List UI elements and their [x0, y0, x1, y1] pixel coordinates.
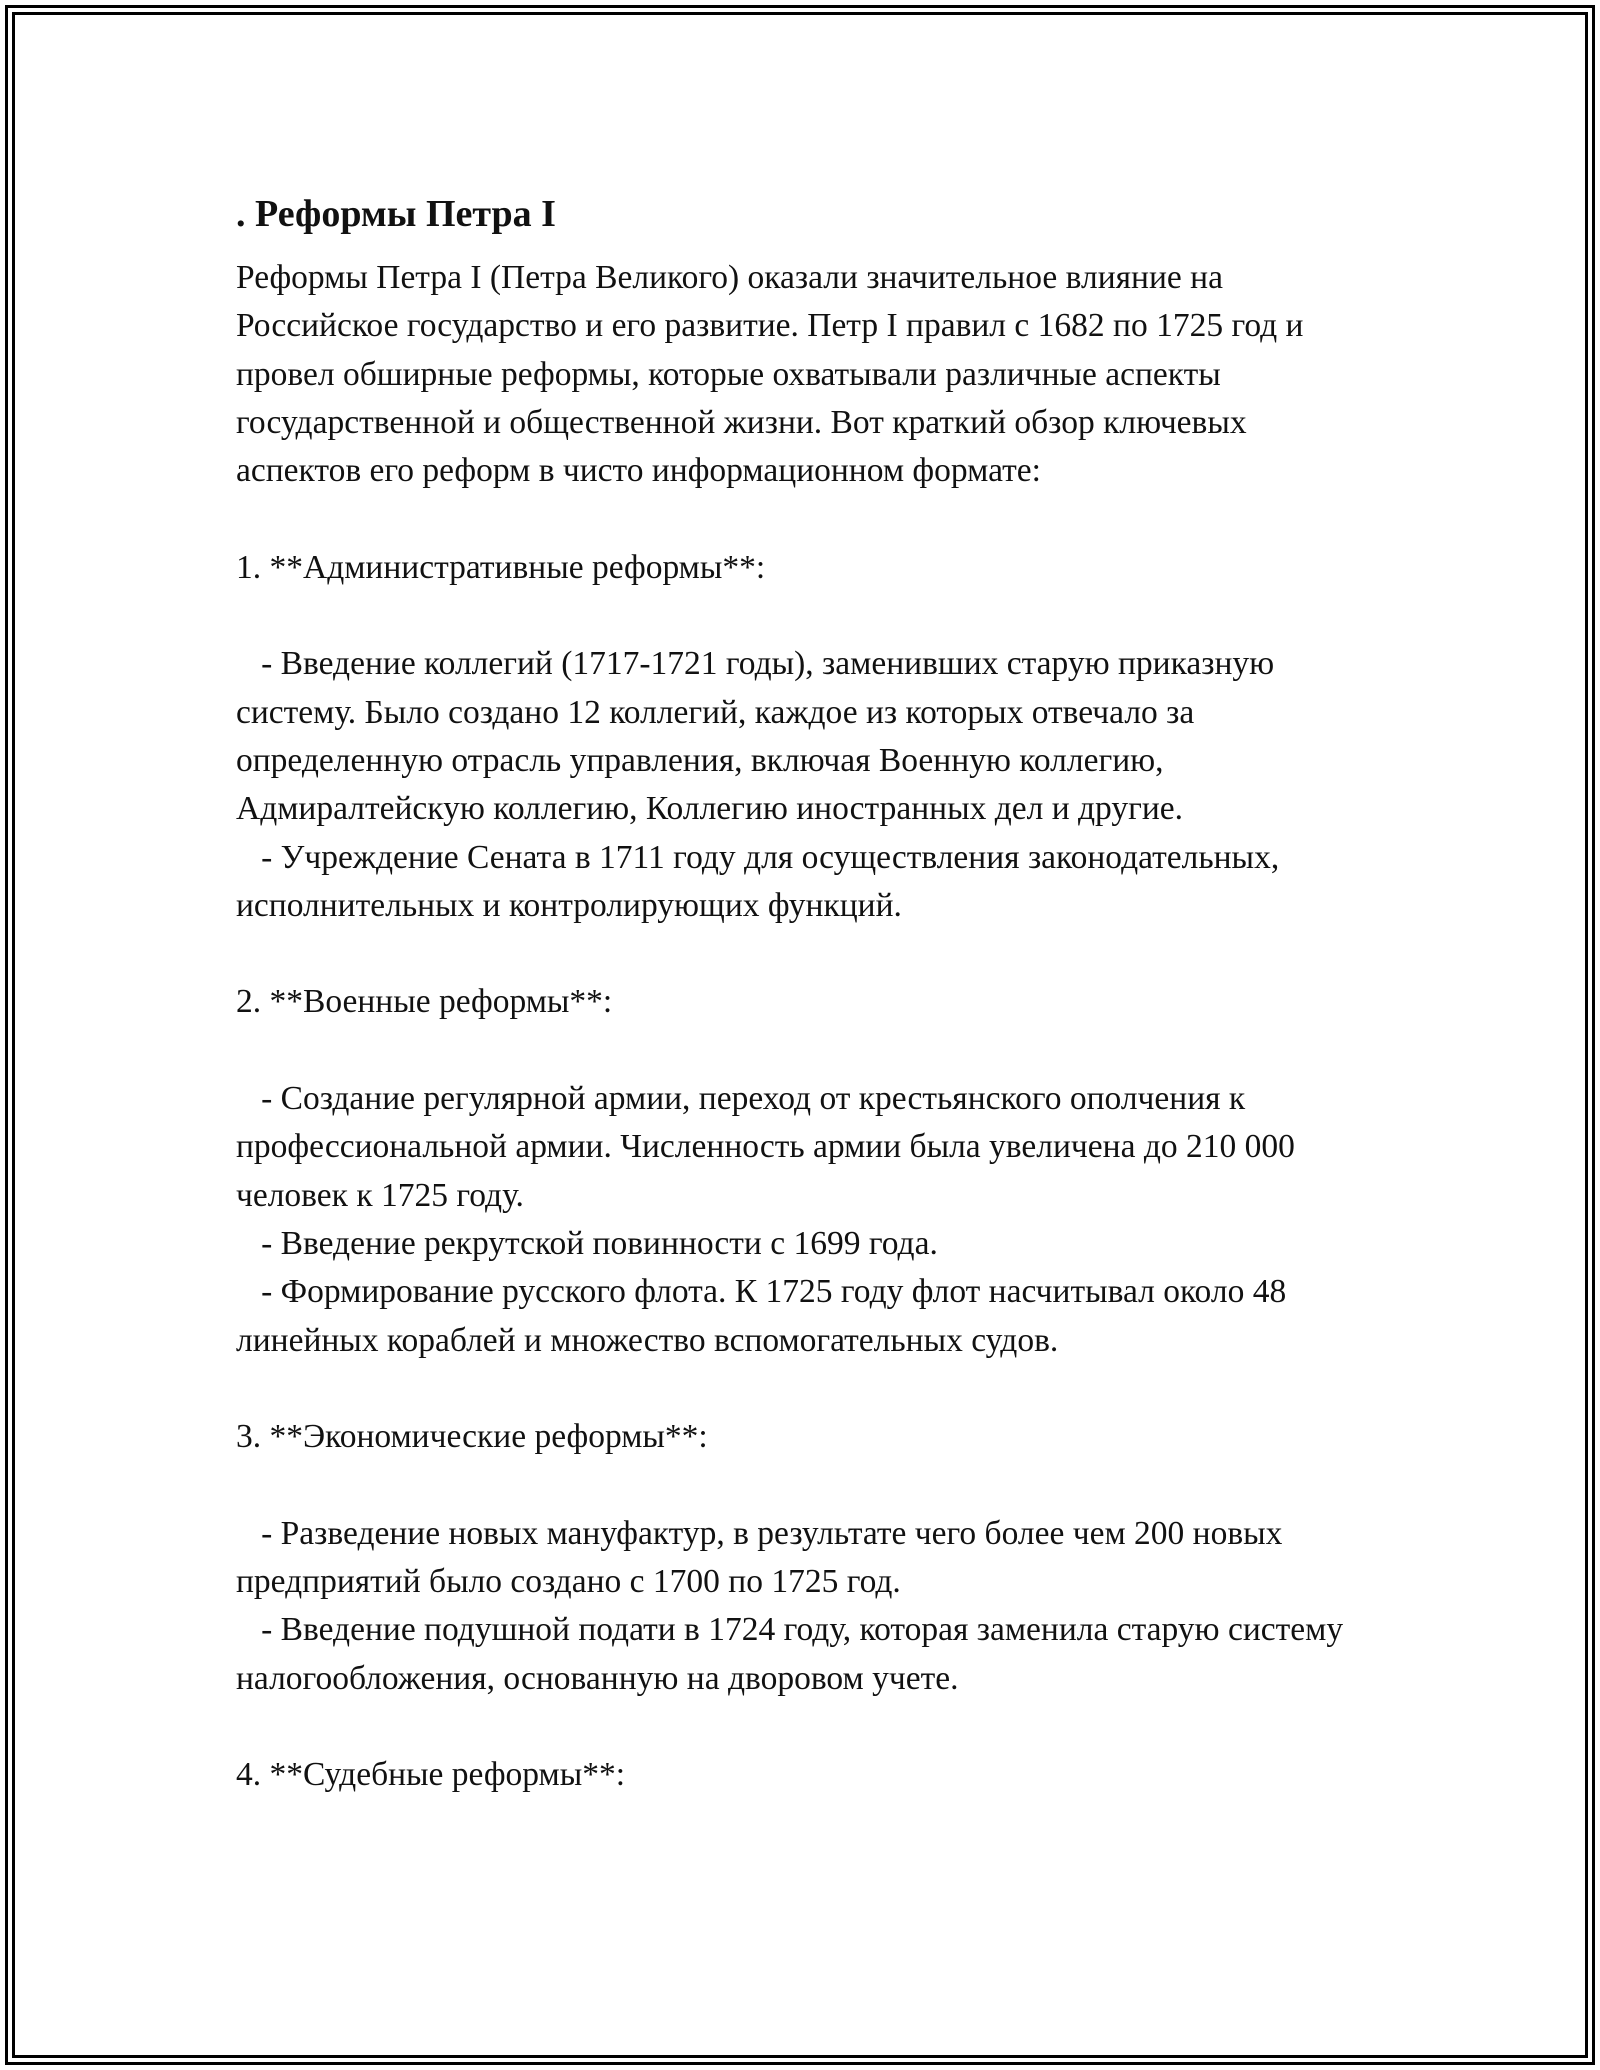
list-item: - Введение подушной подати в 1724 году, которая заменила старую систему налогообложения, основанную на дворовом учете.	[236, 1611, 1352, 1697]
section-heading-judicial: 4. **Судебные реформы**:	[236, 1756, 626, 1794]
blank-line	[236, 930, 1366, 978]
list-item: - Введение рекрутской повинности с 1699 года.	[236, 1224, 938, 1262]
document-title: . Реформы Петра I	[236, 193, 556, 235]
list-item: - Учреждение Сената в 1711 году для осуществления законодательных, исполнительных и контролирующих функций.	[236, 838, 1288, 924]
blank-line	[236, 1027, 1366, 1075]
list-item: - Разведение новых мануфактур, в результате чего более чем 200 новых предприятий было создано с 1700 по 1725 год.	[236, 1514, 1291, 1601]
list-item: - Формирование русского флота. К 1725 году флот насчитывал около 48 линейных кораблей и множество вспомогательных судов.	[236, 1273, 1295, 1359]
blank-line	[236, 1365, 1366, 1413]
list-item: - Создание регулярной армии, переход от крестьянского ополчения к профессиональной армии. Численность армии была увеличена до 210 000 человек к 1725 году.	[236, 1080, 1304, 1214]
blank-line	[236, 592, 1366, 640]
document-body	[236, 186, 1366, 1800]
blank-line	[236, 1703, 1366, 1751]
section-heading-military: 2. **Военные реформы**:	[236, 983, 613, 1021]
list-item: - Введение коллегий (1717-1721 годы), заменивших старую приказную систему. Было создано 12 коллегий, каждое из которых отвечало за определенную отрасль управления, включая Военную коллегию, Адмиралтейскую коллегию, Коллегию иностранных дел и другие.	[236, 645, 1283, 828]
section-heading-economic: 3. **Экономические реформы**:	[236, 1418, 708, 1456]
intro-paragraph: Реформы Петра I (Петра Великого) оказали значительное влияние на Российское государство и его развитие. Петр I правил с 1682 по 1725 год и провел обширные реформы, которые охватывали различные аспекты государственной и общественной жизни. Вот краткий обзор ключевых аспектов его реформ в чисто информационном формате:	[236, 259, 1304, 490]
blank-line	[236, 495, 1366, 543]
section-heading-administrative: 1. **Административные реформы**:	[236, 548, 766, 586]
blank-line	[236, 1461, 1366, 1509]
